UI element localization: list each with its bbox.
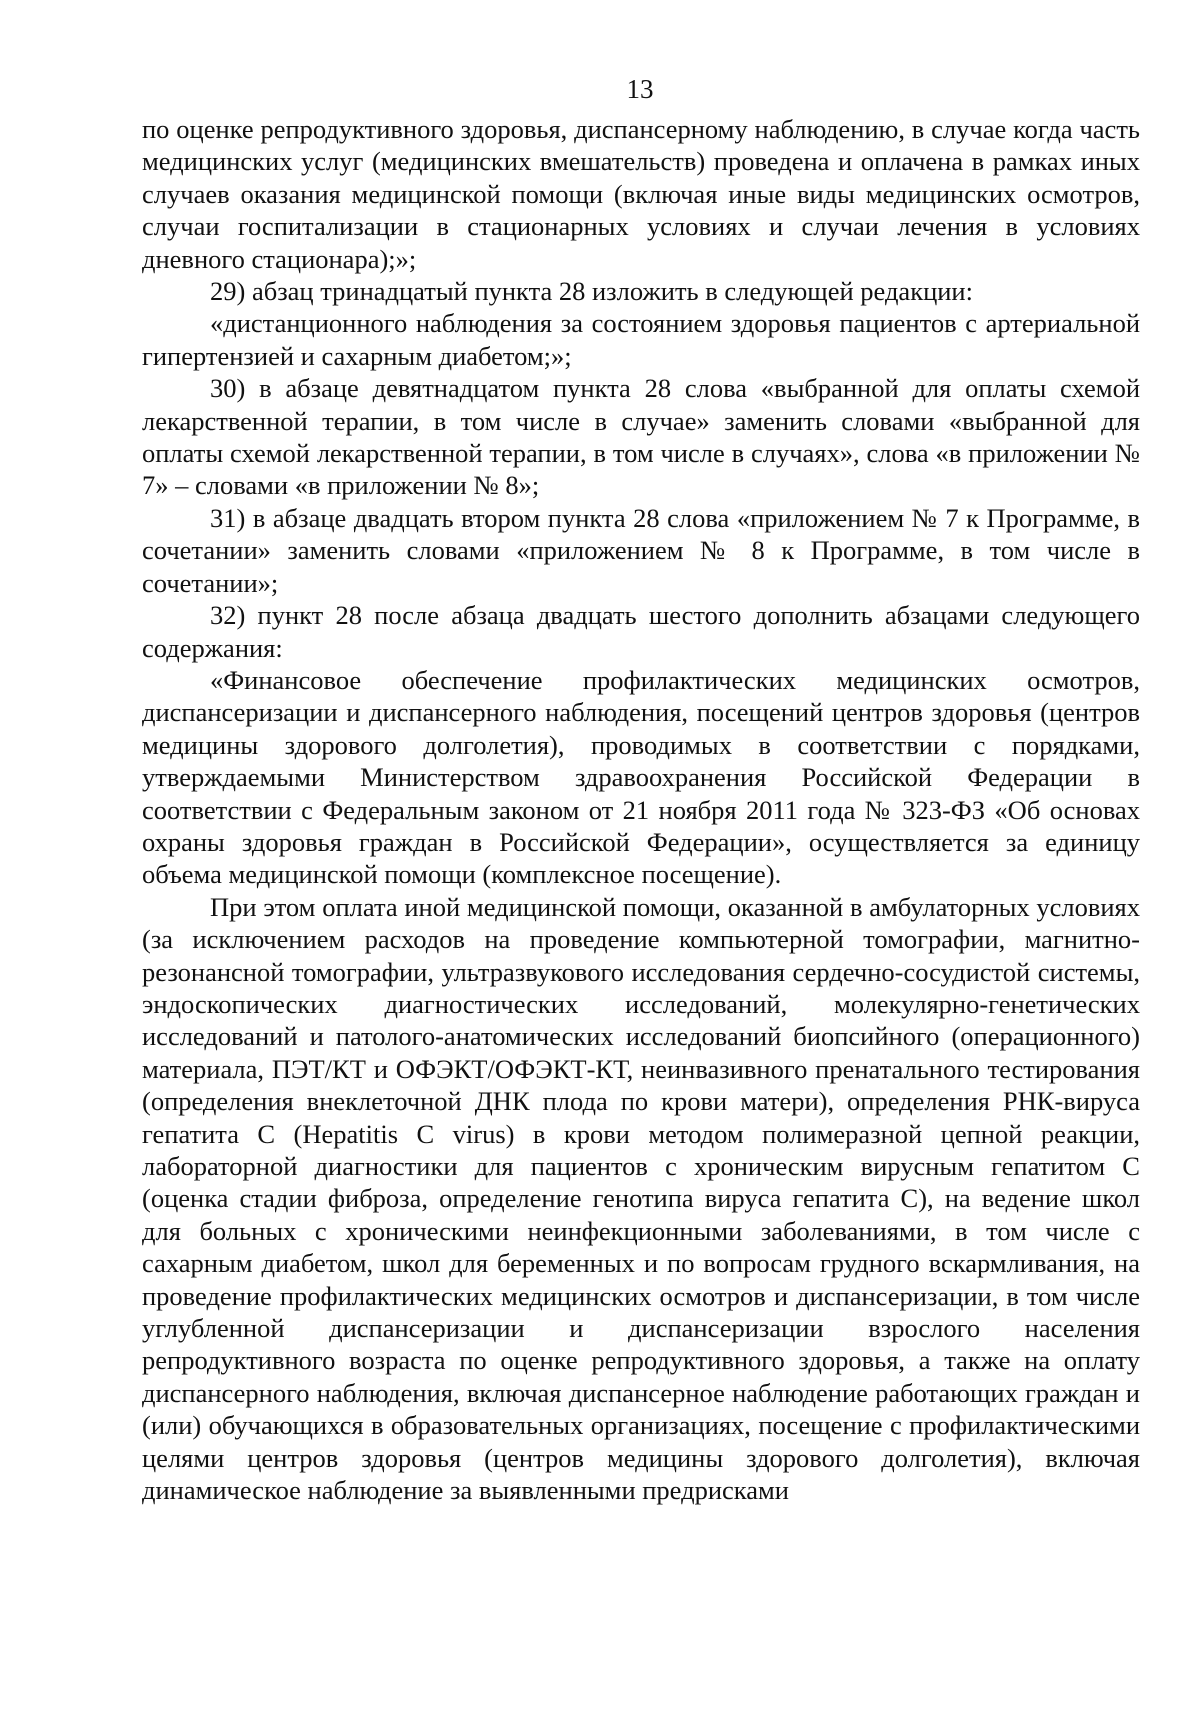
page-number: 13 xyxy=(626,74,654,104)
document-body xyxy=(142,113,1140,1506)
paragraph-item-30: 30) в абзаце девятнадцатом пункта 28 слова «выбранной для оплаты схемой лекарственной терапии, в том числе в случае» заменить словами «выбранной для оплаты схемой лекарственной терапии, в том числе в случаях», слова «в приложении № 7» – словами «в приложении № 8»; xyxy=(142,373,1140,501)
paragraph-quote-remote-monitoring: «дистанционного наблюдения за состоянием здоровья пациентов с артериальной гипертензией и сахарным диабетом;»; xyxy=(142,308,1140,371)
paragraph-continuation: по оценке репродуктивного здоровья, диспансерному наблюдению, в случае когда часть медицинских услуг (медицинских вмешательств) проведена и оплачена в рамках иных случаев оказания медицинской помощи (включая иные виды медицинских осмотров, случаи госпитализации в стационарных условиях и случаи лечения в условиях дневного стационара);»; xyxy=(142,114,1140,274)
paragraph-quote-financing: «Финансовое обеспечение профилактических медицинских осмотров, диспансеризации и диспансерного наблюдения, посещений центров здоровья (центров медицины здорового долголетия), проводимых в соответствии с порядками, утверждаемыми Министерством здравоохранения Российской Федерации в соответствии с Федеральным законом от 21 ноября 2011 года № 323-ФЗ «Об основах охраны здоровья граждан в Российской Федерации», осуществляется за единицу объема медицинской помощи (комплексное посещение). xyxy=(142,664,1140,890)
paragraph-item-32: 32) пункт 28 после абзаца двадцать шестого дополнить абзацами следующего содержания: xyxy=(142,600,1140,663)
paragraph-payment-details: При этом оплата иной медицинской помощи, оказанной в амбулаторных условиях (за исключением расходов на проведение компьютерной томографии, магнитно-резонансной томографии, ультразвукового исследования сердечно-сосудистой системы, эндоскопических диагностических исследований, молекулярно-генетических исследований и патолого-анатомических исследований биопсийного (операционного) материала, ПЭТ/КТ и ОФЭКТ/ОФЭКТ-КТ, неинвазивного пренатального тестирования (определения внеклеточной ДНК плода по крови матери), определения РНК-вируса гепатита С (Hepatitis C virus) в крови методом полимеразной цепной реакции, лабораторной диагностики для пациентов с хроническим вирусным гепатитом С (оценка стадии фиброза, определение генотипа вируса гепатита С), на ведение школ для больных с хроническими неинфекционными заболеваниями, в том числе с сахарным диабетом, школ для беременных и по вопросам грудного вскармливания, на проведение профилактических медицинских осмотров и диспансеризации, в том числе углубленной диспансеризации и диспансеризации взрослого населения репродуктивного возраста по оценке репродуктивного здоровья, а также на оплату диспансерного наблюдения, включая диспансерное наблюдение работающих граждан и (или) обучающихся в образовательных организациях, посещение с профилактическими целями центров здоровья (центров медицины здорового долголетия), включая динамическое наблюдение за выявленными предрисками xyxy=(142,891,1140,1506)
paragraph-item-31: 31) в абзаце двадцать втором пункта 28 слова «приложением № 7 к Программе, в сочетании» заменить словами «приложением № 8 к Программе, в том числе в сочетании»; xyxy=(142,502,1140,598)
paragraph-item-29: 29) абзац тринадцатый пункта 28 изложить в следующей редакции: xyxy=(210,276,973,307)
